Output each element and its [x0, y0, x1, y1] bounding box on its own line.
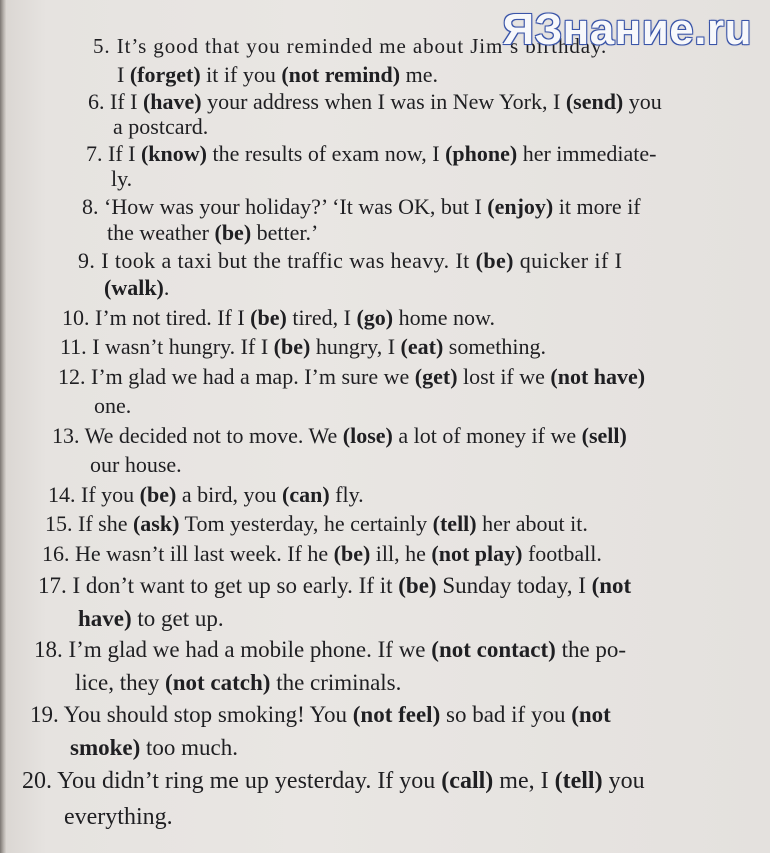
exercise-number: 18.: [34, 637, 63, 662]
book-spine: [0, 0, 6, 853]
exercise-10: 10. I’m not tired. If I (be) tired, I (go) home now.: [62, 305, 495, 330]
exercise-11: 11. I wasn’t hungry. If I (be) hungry, I (eat) something.: [60, 334, 546, 359]
exercise-number: 14.: [48, 482, 76, 507]
exercise-19-line2: smoke) too much.: [70, 735, 239, 760]
site-watermark: ЯЗнание.ru: [502, 5, 752, 54]
exercise-number: 7.: [86, 141, 103, 166]
exercise-line: It’s good that you reminded me about Jim’s birthday.: [116, 34, 608, 58]
exercise-13: 13. We decided not to move. We (lose) a lot of money if we (sell): [52, 423, 627, 448]
exercise-6: 6. If I (have) your address when I was in New York, I (send) you: [88, 89, 662, 114]
exercise-number: 12.: [58, 364, 86, 389]
exercise-20: 20. You didn’t ring me up yesterday. If you (call) me, I (tell) you: [22, 768, 645, 794]
exercise-number: 10.: [62, 305, 90, 330]
exercise-13-line2: our house.: [90, 452, 182, 477]
exercise-18-line2: lice, they (not catch) the criminals.: [75, 670, 402, 695]
exercise-number: 9.: [78, 248, 96, 273]
exercise-12-line2: one.: [94, 393, 132, 418]
exercise-number: 16.: [42, 541, 70, 566]
exercise-5-line2: I (forget) it if you (not remind) me.: [117, 62, 438, 87]
exercise-number: 19.: [30, 702, 59, 727]
exercise-number: 17.: [38, 573, 67, 598]
exercise-12: 12. I’m glad we had a map. I’m sure we (get) lost if we (not have): [58, 364, 646, 389]
exercise-14: 14. If you (be) a bird, you (can) fly.: [48, 482, 364, 507]
exercise-number: 8.: [82, 194, 99, 219]
exercise-8: 8. ‘How was your holiday?’ ‘It was OK, but I (enjoy) it more if: [82, 194, 641, 219]
exercise-7-line2: ly.: [111, 166, 133, 191]
exercise-number: 15.: [45, 511, 73, 536]
exercise-number: 11.: [60, 334, 87, 359]
exercise-17: 17. I don’t want to get up so early. If it (be) Sunday today, I (not: [38, 573, 632, 598]
exercise-6-line2: a postcard.: [113, 114, 209, 139]
exercise-7: 7. If I (know) the results of exam now, I (phone) her immediate-: [86, 141, 657, 166]
exercise-20-line2: everything.: [64, 804, 173, 830]
exercise-8-line2: the weather (be) better.’: [107, 220, 319, 245]
exercise-number: 6.: [88, 89, 105, 114]
exercise-19: 19. You should stop smoking! You (not feel) so bad if you (not: [30, 702, 611, 727]
exercise-17-line2: have) to get up.: [78, 606, 224, 631]
exercise-number: 20.: [22, 768, 52, 794]
exercise-15: 15. If she (ask) Tom yesterday, he certainly (tell) her about it.: [45, 511, 588, 536]
exercise-9: 9. I took a taxi but the traffic was heavy. It (be) quicker if I: [78, 248, 623, 273]
exercise-16: 16. He wasn’t ill last week. If he (be) ill, he (not play) football.: [42, 541, 602, 566]
exercise-number: 5.: [93, 34, 111, 58]
exercise-9-line2: (walk).: [104, 275, 170, 300]
exercise-number: 13.: [52, 423, 80, 448]
exercise-18: 18. I’m glad we had a mobile phone. If we (not contact) the po-: [34, 637, 627, 662]
